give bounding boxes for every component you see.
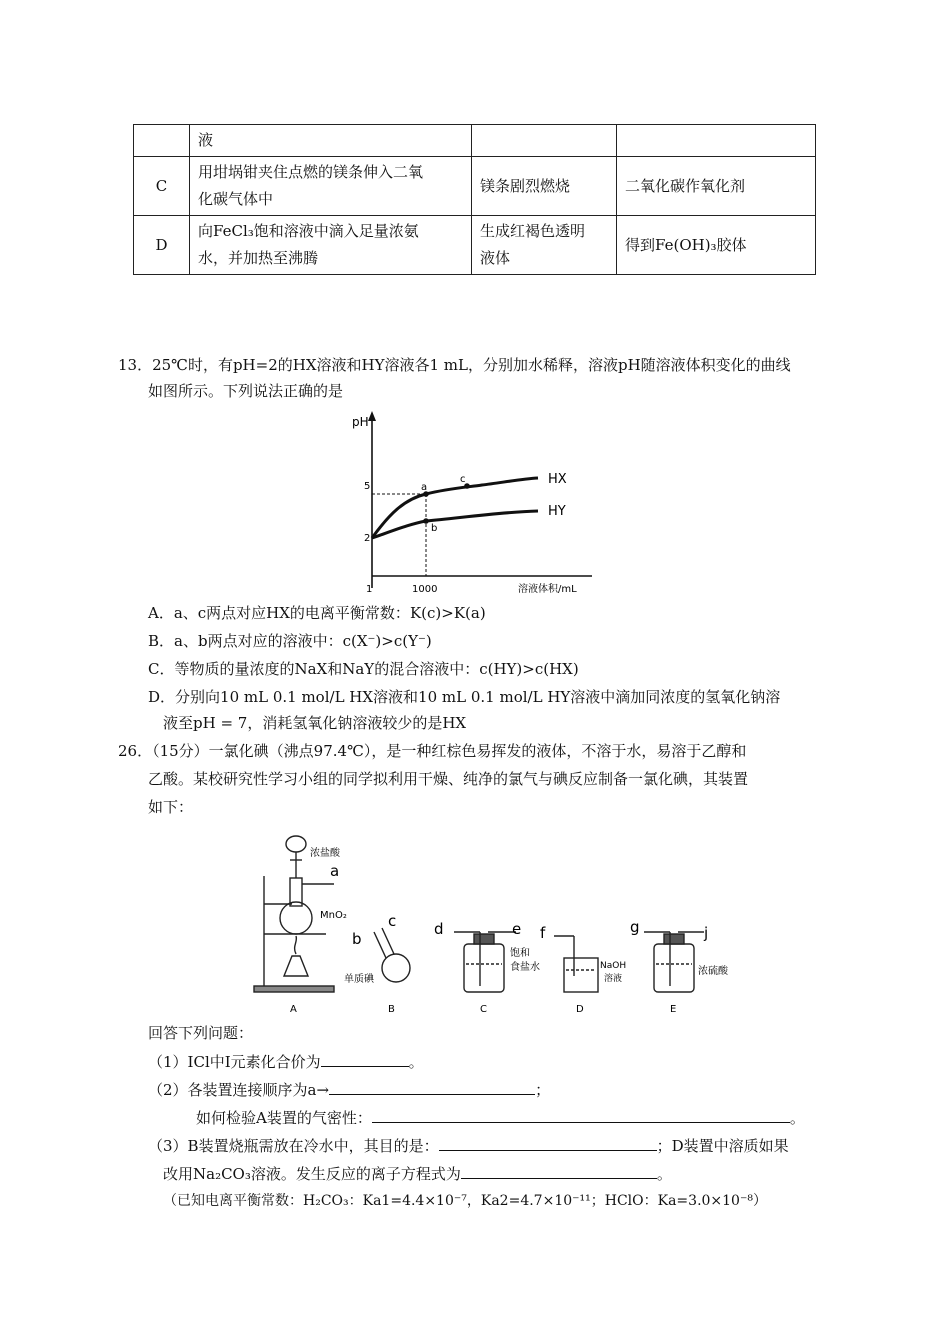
stand-base	[254, 986, 334, 992]
q26-sub3c: （已知电离平衡常数：H₂CO₃：Ka1=4.4×10⁻⁷，Ka2=4.7×10⁻¹¹；HClO：Ka=3.0×10⁻⁸）	[163, 1193, 767, 1209]
caption-c: C	[480, 1004, 487, 1015]
caption-a: A	[290, 1004, 297, 1015]
q13-option-a: A．a、c两点对应HX的电离平衡常数：K(c)>K(a)	[148, 604, 486, 622]
round-flask	[280, 902, 312, 934]
table-cell: 得到Fe(OH)₃胶体	[617, 216, 816, 275]
ph-dilution-chart	[340, 408, 600, 598]
q26-stem-line2: 乙酸。某校研究性学习小组的同学拟利用干燥、纯净的氯气与碘反应制备一氯化碘，其装置	[148, 770, 749, 788]
experiment-table	[133, 124, 816, 275]
stopper-c	[474, 934, 494, 944]
sub2-end: ；	[535, 1081, 551, 1099]
apparatus-diagram	[248, 826, 728, 1020]
table-cell: C	[134, 157, 190, 216]
label-mno2: MnO₂	[320, 910, 347, 921]
table-cell	[617, 125, 816, 157]
label-brine1: 饱和	[510, 948, 530, 959]
label-solution: 溶液	[604, 974, 623, 984]
bottle-e	[654, 944, 694, 992]
annotation-a: a	[421, 482, 428, 493]
flask-b-neck	[374, 932, 386, 958]
cell-line: 用坩埚钳夹住点燃的镁条伸入二氧	[198, 163, 424, 181]
table-cell: 液	[190, 125, 472, 157]
q13-option-d-cont: 液至pH = 7，消耗氢氧化钠溶液较少的是HX	[163, 714, 467, 732]
table-cell	[190, 157, 472, 216]
y-axis-label: pH	[352, 415, 369, 429]
table-cell	[472, 216, 617, 275]
sub3a-mid: ；D装置中溶质如果	[656, 1137, 789, 1155]
annotation-b: b	[431, 523, 438, 534]
series-hy-line	[372, 511, 538, 538]
cell-line: 向FeCl₃饱和溶液中滴入足量浓氨	[198, 222, 419, 240]
flask-b-neck	[382, 928, 394, 954]
caption-d: D	[576, 1004, 584, 1015]
cell-line: 液体	[480, 249, 511, 267]
point-b	[423, 518, 429, 524]
q26-stem-line1: 26．（15分）一氯化碘（沸点97.4℃），是一种红棕色易挥发的液体，不溶于水，易溶于乙醇和	[118, 742, 747, 760]
sub3b-text: 改用Na₂CO₃溶液。发生反应的离子方程式为	[163, 1165, 461, 1183]
y-tick-label: 5	[364, 481, 371, 492]
table-cell	[472, 125, 617, 157]
q26-stem-line3: 如下：	[148, 798, 194, 816]
q13-option-c: C．等物质的量浓度的NaX和NaY的混合溶液中：c(HY)>c(HX)	[148, 660, 579, 678]
answer-blank[interactable]	[461, 1162, 657, 1179]
q13-stem-line1: 13．25℃时，有pH=2的HX溶液和HY溶液各1 mL，分别加水稀释，溶液pH随溶液体积变化的曲线	[118, 356, 791, 374]
legend-hx: HX	[548, 472, 567, 487]
table-cell	[190, 216, 472, 275]
beaker-d	[564, 958, 598, 992]
caption-b: B	[388, 1004, 395, 1015]
q26-sub2	[148, 1078, 550, 1101]
table-cell: 镁条剧烈燃烧	[472, 157, 617, 216]
q13-option-b: B．a、b两点对应的溶液中：c(X⁻)>c(Y⁻)	[148, 632, 432, 650]
answer-blank[interactable]	[321, 1050, 409, 1067]
q26-prompt: 回答下列问题：	[148, 1024, 254, 1042]
table-row	[134, 216, 816, 275]
label-h2so4: 浓硫酸	[698, 966, 728, 977]
label-hcl: 浓盐酸	[310, 848, 340, 859]
funnel-bulb	[286, 836, 306, 852]
cell-line: 化碳气体中	[198, 190, 274, 208]
q26-sub3a	[148, 1134, 789, 1157]
q26-sub3b	[163, 1162, 672, 1185]
label-brine2: 食盐水	[510, 962, 540, 973]
port-d: d	[434, 920, 444, 938]
answer-blank[interactable]	[439, 1134, 657, 1151]
y-tick-label: 2	[364, 533, 371, 544]
alcohol-lamp	[284, 956, 308, 976]
label-naoh: NaOH	[600, 961, 627, 971]
y-axis-arrow	[368, 411, 376, 421]
table-cell: D	[134, 216, 190, 275]
sub3b-end: 。	[656, 1165, 672, 1183]
answer-blank[interactable]	[329, 1078, 535, 1095]
cell-line: 水，并加热至沸腾	[198, 249, 319, 267]
port-e: e	[512, 920, 522, 938]
port-a: a	[330, 862, 340, 880]
sub2-text: （2）各装置连接顺序为a→	[148, 1081, 330, 1099]
cell-line: 生成红褐色透明	[480, 222, 586, 240]
sub3a-text: （3）B装置烧瓶需放在冷水中，其目的是：	[148, 1137, 439, 1155]
annotation-c: c	[460, 474, 466, 485]
caption-e: E	[670, 1004, 677, 1015]
port-j: j	[704, 924, 709, 942]
x-tick-label: 1	[366, 584, 373, 595]
table-cell: 二氧化碳作氧化剂	[617, 157, 816, 216]
sub2b-end: 。	[789, 1109, 805, 1127]
q26-sub2b	[196, 1106, 805, 1129]
port-b: b	[352, 930, 362, 948]
q13-stem-line2: 如图所示。下列说法正确的是	[148, 382, 344, 400]
q13-option-d: D．分别向10 mL 0.1 mol/L HX溶液和10 mL 0.1 mol/L HY溶液中滴加同浓度的氢氧化钠溶	[148, 688, 781, 706]
sub2b-text: 如何检验A装置的气密性：	[196, 1109, 372, 1127]
flask-b	[382, 954, 410, 982]
flame	[295, 936, 297, 954]
port-g: g	[630, 918, 640, 936]
port-c: c	[388, 912, 397, 930]
table-row	[134, 157, 816, 216]
x-tick-label: 1000	[412, 584, 438, 595]
q26-sub1	[148, 1050, 424, 1073]
port-f: f	[540, 924, 546, 942]
stopper-e	[664, 934, 684, 944]
bottle-c	[464, 944, 504, 992]
label-iodine: 单质碘	[344, 974, 374, 985]
table-cell	[134, 125, 190, 157]
table-row	[134, 125, 816, 157]
sub1-text: （1）ICl中I元素化合价为	[148, 1053, 321, 1071]
x-axis-label: 溶液体积/mL	[518, 584, 577, 595]
legend-hy: HY	[548, 504, 566, 519]
answer-blank[interactable]	[372, 1106, 790, 1123]
sub1-end: 。	[408, 1053, 424, 1071]
